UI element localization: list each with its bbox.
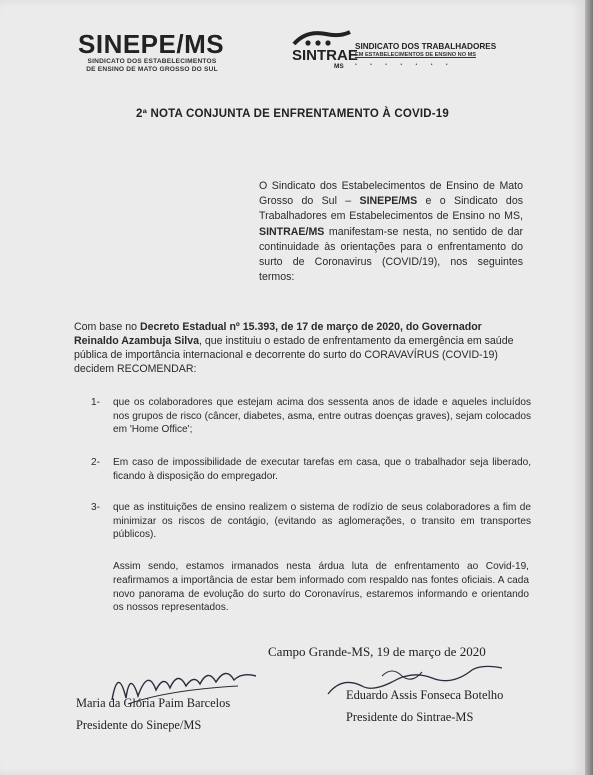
- sinepe-logo-subtitle-1: SINDICATO DOS ESTABELECIMENTOS: [87, 58, 217, 65]
- left-signatory-role: Presidente do Sinepe/MS: [76, 718, 202, 732]
- list-item-number: 1-: [91, 397, 100, 408]
- sintrae-emblem-icon: [292, 28, 352, 48]
- body-rest: , que instituiu o estado de enfrentamento da emergência em saúde pública de importância internacional e decorrente do surto do CORAVAVÍRUS (COVID-19) decidem RECOMENDAR:: [74, 335, 514, 375]
- intro-lead: O Sindicato dos Estabelecimentos de Ensino de Mato Grosso do Sul –: [259, 180, 523, 208]
- sinepe-logo: [78, 30, 238, 73]
- left-signature-block: [76, 692, 230, 736]
- sintrae-logo: [292, 28, 522, 78]
- intro-mid: e o Sindicato dos Trabalhadores em Estabelecimentos de Ensino no MS,: [259, 195, 524, 223]
- right-signatory-name: Eduardo Assis Fonseca Botelho: [346, 688, 504, 702]
- intro-org1: SINEPE/MS: [359, 195, 418, 208]
- sintrae-logo-name: SINTRAE: [292, 47, 358, 64]
- body-paragraph: [74, 320, 529, 376]
- right-signatory-role: Presidente do Sintrae-MS: [346, 710, 474, 724]
- list-item-number: 2-: [91, 457, 100, 468]
- sintrae-logo-dots: • • • • • • •: [355, 62, 454, 68]
- sintrae-logo-line1: SINDICATO DOS TRABALHADORES: [355, 42, 497, 51]
- closing-paragraph: Assim sendo, estamos irmanados nesta árdua luta de enfrentamento ao Covid-19, reafirmamos a importância de estar bem informado com respaldo nas fontes oficiais. A cada novo panorama de evolução do surto do Coronavírus, estaremos informando e orientando os nossos representados.: [113, 561, 529, 614]
- intro-paragraph: [259, 179, 523, 285]
- sintrae-logo-suffix: MS: [334, 63, 344, 70]
- body-decree: Decreto Estadual nº 15.393, de 17 de março de 2020, do Governador Reinaldo Azambuja Silva: [74, 321, 482, 347]
- body-lead: Com base no: [74, 321, 140, 333]
- list-item-text: Em caso de impossibilidade de executar tarefas em casa, que o trabalhador seja liberado, ficando à disposição do empregador.: [113, 457, 531, 482]
- intro-rest: manifestam-se nesta, no sentido de dar continuidade às orientações para o enfrentamento do surto de Coronavirus (COVID/19), nos seguintes termos:: [259, 225, 523, 284]
- right-signature-block: [346, 684, 503, 728]
- left-signatory-name: Maria da Glória Paim Barcelos: [76, 696, 231, 710]
- list-item-number: 3-: [91, 502, 100, 513]
- place-date: Campo Grande-MS, 19 de março de 2020: [268, 644, 486, 659]
- sinepe-logo-subtitle-2: DE ENSINO DE MATO GROSSO DO SUL: [86, 65, 218, 73]
- list-item-text: que os colaboradores que estejam acima dos sessenta anos de idade e aqueles incluídos nos grupos de risco (câncer, diabetes, asma, entre outras doenças graves), sejam colocados em 'Home Office';: [113, 397, 531, 436]
- sintrae-logo-line2: EM ESTABELECIMENTOS DE ENSINO NO MS: [355, 52, 477, 58]
- document-title: 2ª NOTA CONJUNTA DE ENFRENTAMENTO À COVID-19: [136, 108, 449, 120]
- sinepe-logo-name: SINEPE/MS: [78, 29, 225, 59]
- list-item-text: que as instituições de ensino realizem o sistema de rodízio de seus colaboradores a fim de minimizar os riscos de contágio, (evitando as aglomerações, o transito em transportes públicos).: [113, 502, 531, 541]
- intro-org2: SINTRAE/MS: [259, 225, 325, 238]
- page-edge-shadow: [585, 0, 593, 775]
